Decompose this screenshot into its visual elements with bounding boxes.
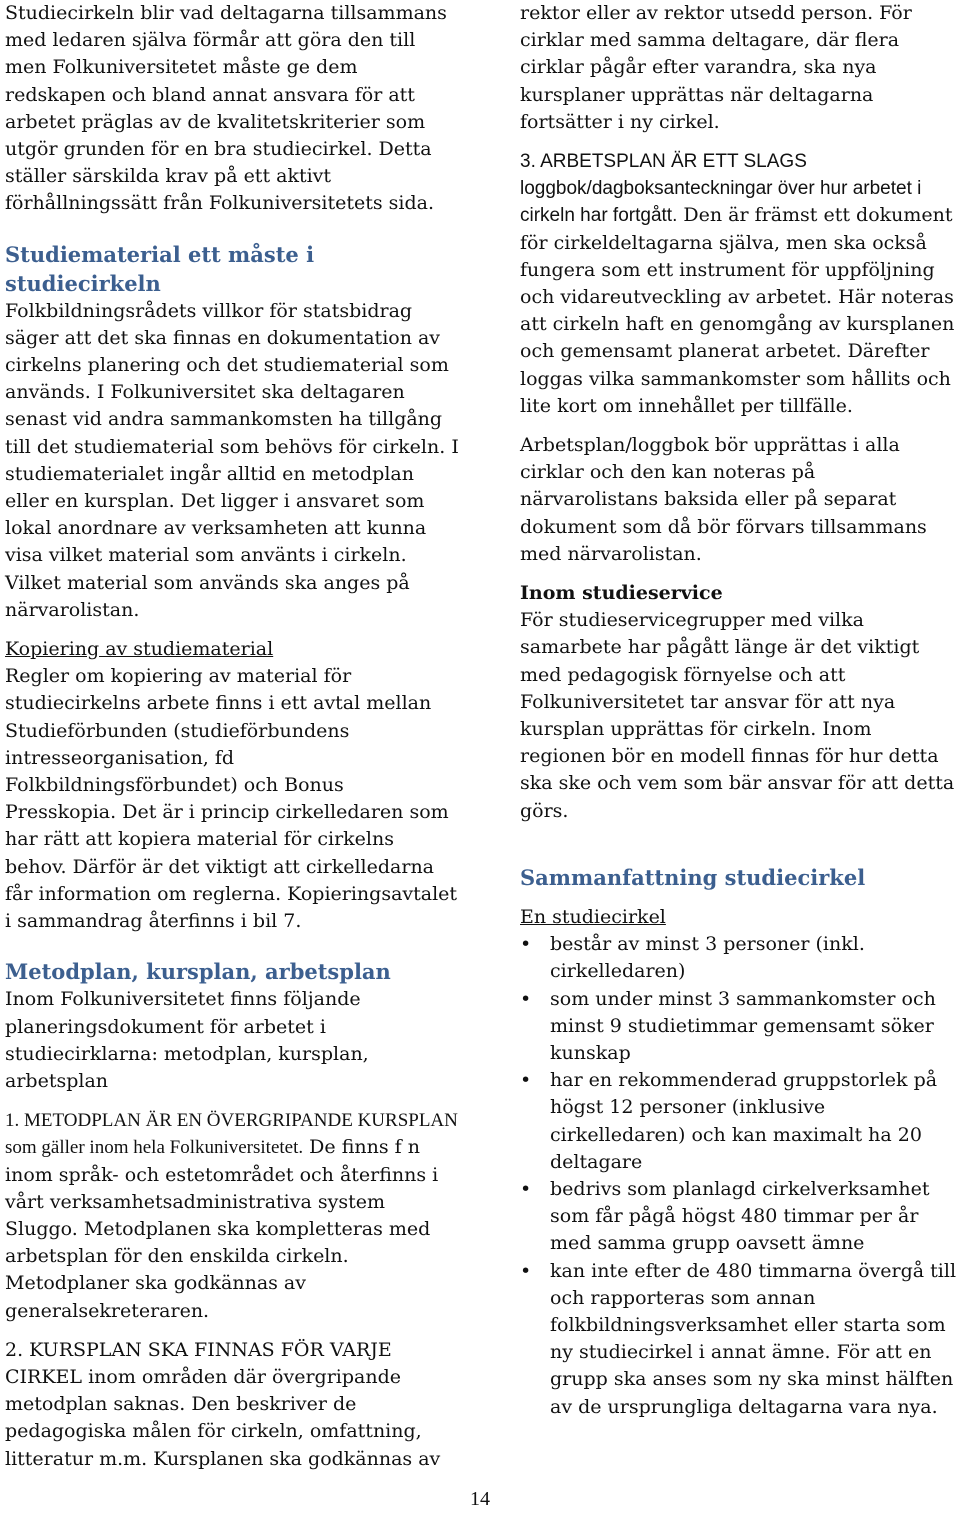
arbetsplan-lead: 3. ARBETSPLAN ÄR ETT SLAGS loggbok/dagboksanteckningar över hur arbetet i cirkeln har fortgått. bbox=[520, 151, 922, 227]
list-item: • består av minst 3 personer (inkl. cirkelledaren) bbox=[520, 933, 865, 983]
studieservice-paragraph: För studieservicegrupper med vilka samarbete har pågått länge är det viktigt med pedagogisk förnyelse och att Folkuniversitetet tar ansvar för att nya kursplan upprättas för cirkeln. Inom regionen bör en modell finnas för hur detta ska ske och vem som bär ansvar för att detta görs. bbox=[520, 609, 955, 822]
metodplan-lead: 1. METODPLAN ÄR EN ÖVERGRIPANDE KURSPLAN som gäller inom hela Folkuniversitetet. bbox=[5, 1110, 458, 1159]
metodplan-rest: De finns f n inom språk- och estetområdet och återfinns i vårt verksamhetsadministrativa system Sluggo. Metodplanen ska kompletteras med arbetsplan för den enskilda cirkeln. Metodplaner ska godkännas av generalsekreteraren. bbox=[5, 1136, 439, 1322]
heading-studieservice: Inom studieservice bbox=[520, 582, 723, 605]
bullet-icon: • bbox=[520, 1177, 532, 1200]
metodplan-paragraph bbox=[5, 1107, 460, 1325]
bullet-icon: • bbox=[520, 1259, 532, 1282]
left-column bbox=[5, 0, 460, 1473]
studiematerial-paragraph: Folkbildningsrådets villkor för statsbidrag säger att det ska finnas en dokumentation av cirkelns planering och det studiematerial som används. I Folkuniversitet ska deltagaren senast vid andra sammankomsten ha tillgång till det studiematerial som behövs för cirkeln. I studiematerialet ingår alltid en metodplan eller en kursplan. Det ligger i ansvaret som lokal anordnare av verksamheten att kunna visa vilket material som använts i cirkeln. Vilket material som används ska anges på närvarolistan. bbox=[5, 299, 459, 621]
intro-paragraph: Studiecirkeln blir vad deltagarna tillsammans med ledaren själva förmår att göra den till men Folkuniversitetet måste ge dem redskapen och bland annat ansvara för att arbetet präglas av de kvalitetskriterier som utgör grunden för en bra studiecirkel. Detta ställer särskilda krav på ett aktivt förhållningssätt från Folkuniversitetets sida. bbox=[5, 2, 447, 215]
kursplan-continued-paragraph: rektor eller av rektor utsedd person. För cirklar med samma deltagare, där flera cirklar pågår efter varandra, ska nya kursplaner upprättas när deltagarna fortsätter i ny cirkel. bbox=[520, 2, 912, 133]
metodplan-intro-paragraph: Inom Folkuniversitetet finns följande planeringsdokument för arbetet i studiecirklarna: metodplan, kursplan, arbetsplan bbox=[5, 988, 369, 1092]
page-number: 14 bbox=[470, 1488, 490, 1510]
bullet-icon: • bbox=[520, 987, 532, 1010]
bullet-icon: • bbox=[520, 933, 532, 956]
kopiering-paragraph: Regler om kopiering av material för studiecirkelns arbete finns i ett avtal mellan Studieförbunden (studieförbundens intresseorganisation, fd Folkbildningsförbundet) och Bonus Presskopia. Det är i princip cirkelledaren som har rätt att kopiera material för cirkelns behov. Därför är det viktigt att cirkelledarna får information om reglerna. Kopieringsavtalet i sammandrag återfinns i bil 7. bbox=[5, 665, 458, 933]
arbetsplan-rest: Den är främst ett dokument för cirkeldeltagarna själva, men ska också fungera som ett instrument för uppföljning och vidareutveckling av arbetet. Här noteras att cirkeln haft en genomgång av kursplanen och gemensamt planerat arbetet. Därefter loggas vilka sammankomster som hållits och lite kort om innehållet per tillfälle. bbox=[520, 204, 955, 417]
heading-sammanfattning: Sammanfattning studiecirkel bbox=[520, 864, 866, 890]
heading-en-studiecirkel: En studiecirkel bbox=[520, 905, 666, 928]
loggbok-paragraph: Arbetsplan/loggbok bör upprättas i alla cirklar och den kan noteras på närvarolistans baksida eller på separat dokument som då bör förvars tillsammans med närvarolistan. bbox=[520, 434, 927, 565]
list-item: • kan inte efter de 480 timmarna övergå till och rapporteras som annan folkbildningsverksamhet eller starta som ny studiecirkel i annat ämne. För att en grupp ska anses som ny ska minst hälften av de ursprungliga deltagarna vara nya. bbox=[520, 1259, 957, 1418]
list-item: • har en rekommenderad gruppstorlek på högst 12 personer (inklusive cirkelledaren) och kan maximalt ha 20 deltagare bbox=[520, 1069, 938, 1173]
heading-studiematerial: Studiematerial ett måste i studiecirkeln bbox=[5, 241, 315, 296]
bullet-icon: • bbox=[520, 1069, 532, 1092]
list-item: • som under minst 3 sammankomster och minst 9 studietimmar gemensamt söker kunskap bbox=[520, 987, 936, 1064]
right-column bbox=[520, 0, 958, 1421]
arbetsplan-paragraph bbox=[520, 148, 958, 420]
heading-kopiering: Kopiering av studiematerial bbox=[5, 638, 274, 661]
list-item: • bedrivs som planlagd cirkelverksamhet som får pågå högst 480 timmar per år med samma grupp oavsett ämne bbox=[520, 1177, 930, 1255]
kursplan-paragraph: 2. KURSPLAN SKA FINNAS FÖR VARJE CIRKEL inom områden där övergripande metodplan saknas. Den beskriver de pedagogiska målen för cirkeln, omfattning, litteratur m.m. Kursplanen ska godkännas av bbox=[5, 1338, 441, 1470]
summary-list bbox=[520, 931, 958, 1421]
heading-metodplan: Metodplan, kursplan, arbetsplan bbox=[5, 959, 391, 985]
